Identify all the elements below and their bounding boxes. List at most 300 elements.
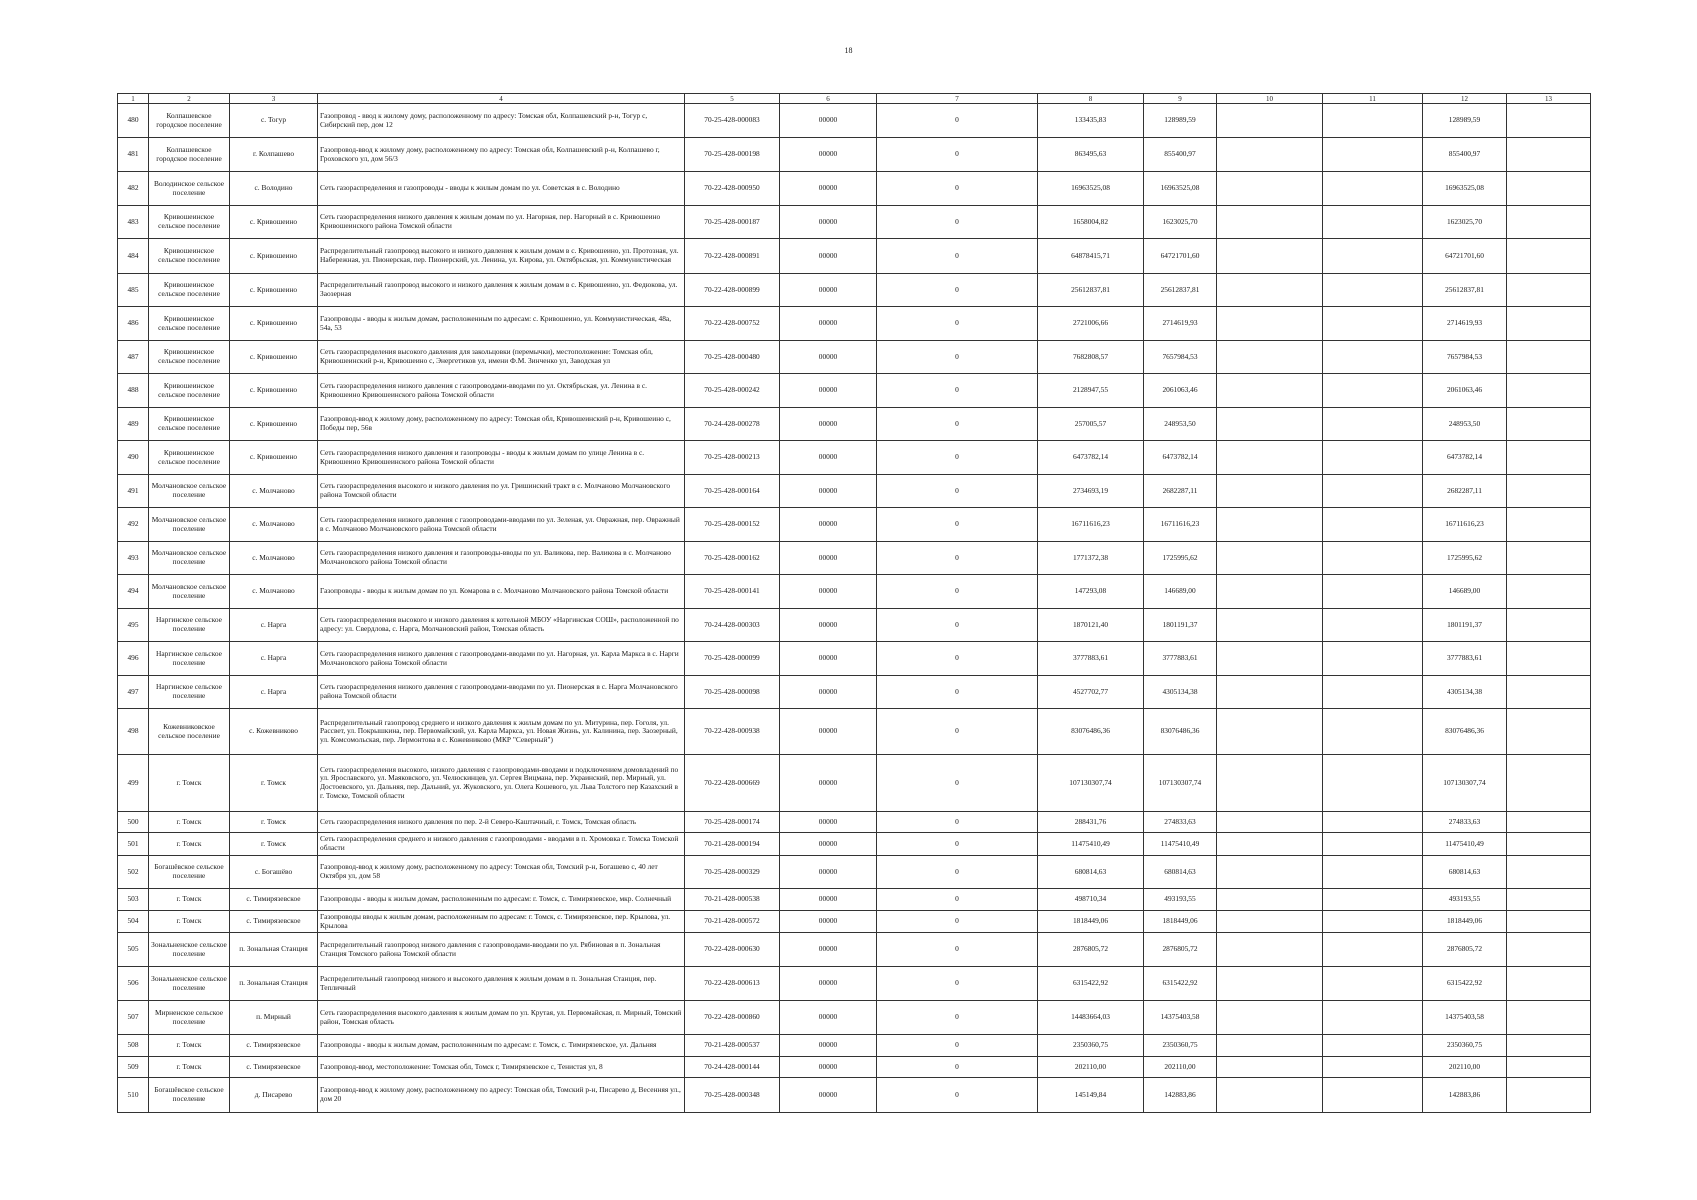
col12-value-cell: 16711616,23 — [1423, 508, 1507, 542]
col13-cell — [1507, 1035, 1591, 1057]
table-row — [118, 933, 1591, 967]
col9-value-cell: 14375403,58 — [1144, 1001, 1217, 1035]
col12-value-cell: 7657984,53 — [1423, 341, 1507, 374]
registry-number-cell: 70-21-428-000194 — [685, 833, 780, 856]
column-number-6: 6 — [780, 94, 877, 104]
code-cell: 00000 — [780, 239, 877, 274]
col8-value-cell: 145149,84 — [1038, 1078, 1144, 1113]
col7-cell: 0 — [877, 676, 1038, 709]
table-row — [118, 408, 1591, 441]
description-cell: Газопроводы вводы к жилым домам, расположенным по адресам: г. Томск, с. Тимирязевское, пер. Крылова, ул. Крылова — [318, 911, 685, 933]
registry-number-cell: 70-22-428-000752 — [685, 307, 780, 341]
locality-cell: д. Писарево — [230, 1078, 318, 1113]
col13-cell — [1507, 508, 1591, 542]
settlement-cell: Наргинское сельское поселение — [149, 676, 230, 709]
column-number-7: 7 — [877, 94, 1038, 104]
registry-number-cell: 70-25-428-000213 — [685, 441, 780, 475]
code-cell: 00000 — [780, 206, 877, 239]
column-number-4: 4 — [318, 94, 685, 104]
table-row — [118, 206, 1591, 239]
description-cell: Сеть газораспределения низкого давления к жилым домам по ул. Нагорная, пер. Нагорный в с. Кривошеино Кривошеинского района Томской области — [318, 206, 685, 239]
locality-cell: с. Тимирязевское — [230, 1035, 318, 1057]
col13-cell — [1507, 676, 1591, 709]
table-row — [118, 889, 1591, 911]
table-row — [118, 642, 1591, 676]
description-cell: Газопровод-ввод к жилому дому, расположенному по адресу: Томская обл, Колпашевский р-н, Колпашево г, Гроховского ул, дом 56/3 — [318, 138, 685, 172]
col11-cell — [1323, 609, 1423, 642]
description-cell: Газопровод - ввод к жилому дому, расположенному по адресу: Томская обл, Колпашевский р-н, Тогур с, Сибирский пер, дом 12 — [318, 104, 685, 138]
description-cell: Сеть газораспределения и газопроводы - вводы к жилым домам по ул. Советская в с. Володино — [318, 172, 685, 206]
col13-cell — [1507, 833, 1591, 856]
table-row — [118, 709, 1591, 755]
col13-cell — [1507, 1057, 1591, 1078]
col13-cell — [1507, 206, 1591, 239]
code-cell: 00000 — [780, 542, 877, 575]
code-cell: 00000 — [780, 933, 877, 967]
col8-value-cell: 288431,76 — [1038, 812, 1144, 833]
table-row — [118, 341, 1591, 374]
col9-value-cell: 2876805,72 — [1144, 933, 1217, 967]
col9-value-cell: 248953,50 — [1144, 408, 1217, 441]
col9-value-cell: 25612837,81 — [1144, 274, 1217, 307]
col11-cell — [1323, 911, 1423, 933]
col11-cell — [1323, 856, 1423, 889]
col11-cell — [1323, 889, 1423, 911]
settlement-cell: Богашёвское сельское поселение — [149, 1078, 230, 1113]
col7-cell: 0 — [877, 475, 1038, 508]
code-cell: 00000 — [780, 1078, 877, 1113]
settlement-cell: Кожевниковское сельское поселение — [149, 709, 230, 755]
code-cell: 00000 — [780, 1035, 877, 1057]
col7-cell: 0 — [877, 408, 1038, 441]
col12-value-cell: 1818449,06 — [1423, 911, 1507, 933]
row-number-cell: 489 — [118, 408, 149, 441]
col11-cell — [1323, 172, 1423, 206]
description-cell: Распределительный газопровод среднего и низкого давления к жилым домам по ул. Митурина, пер. Гоголя, ул. Рассвет, ул. Покрышкина, пер. Первомайский, ул. Карла Маркса, ул. Новая Жизнь, ул. Калинина, пер. Заозерный, ул. Комсомольская, пер. Лермонтова в с. Кожевниково (МКР "Северный") — [318, 709, 685, 755]
code-cell: 00000 — [780, 307, 877, 341]
col8-value-cell: 1818449,06 — [1038, 911, 1144, 933]
registry-number-cell: 70-25-428-000480 — [685, 341, 780, 374]
description-cell: Сеть газораспределения среднего и низкого давления с газопроводами - вводами в п. Хромовка г. Томска Томской области — [318, 833, 685, 856]
col7-cell: 0 — [877, 1035, 1038, 1057]
registry-number-cell: 70-22-428-000630 — [685, 933, 780, 967]
col7-cell: 0 — [877, 274, 1038, 307]
description-cell: Сеть газораспределения высокого, низкого давления с газопроводами-вводами и подключением домовладений по ул. Ярославского, ул. Маяковского, ул. Челюскинцев, ул. Сергея Вицмана, пер. Украинский, пер. Мирный, ул. Достоевского, ул. Дальняя, пер. Дальний, ул. Жуковского, ул. Олега Кошевого, ул. Льва Толстого пер Казахский в г. Томске, Томской области — [318, 755, 685, 812]
locality-cell: с. Тимирязевское — [230, 1057, 318, 1078]
col12-value-cell: 64721701,60 — [1423, 239, 1507, 274]
column-number-2: 2 — [149, 94, 230, 104]
locality-cell: с. Тимирязевское — [230, 889, 318, 911]
col11-cell — [1323, 812, 1423, 833]
registry-number-cell: 70-25-428-000198 — [685, 138, 780, 172]
settlement-cell: Колпашевское городское поселение — [149, 104, 230, 138]
settlement-cell: г. Томск — [149, 812, 230, 833]
column-number-8: 8 — [1038, 94, 1144, 104]
settlement-cell: Молчановское сельское поселение — [149, 542, 230, 575]
col13-cell — [1507, 709, 1591, 755]
registry-number-cell: 70-24-428-000144 — [685, 1057, 780, 1078]
col10-cell — [1217, 676, 1323, 709]
locality-cell: с. Нарга — [230, 609, 318, 642]
col11-cell — [1323, 475, 1423, 508]
locality-cell: г. Томск — [230, 833, 318, 856]
col7-cell: 0 — [877, 307, 1038, 341]
col11-cell — [1323, 1035, 1423, 1057]
registry-number-cell: 70-25-428-000174 — [685, 812, 780, 833]
col11-cell — [1323, 274, 1423, 307]
col9-value-cell: 2350360,75 — [1144, 1035, 1217, 1057]
row-number-cell: 499 — [118, 755, 149, 812]
registry-number-cell: 70-22-428-000613 — [685, 967, 780, 1001]
col10-cell — [1217, 833, 1323, 856]
row-number-cell: 495 — [118, 609, 149, 642]
table-row — [118, 609, 1591, 642]
column-number-11: 11 — [1323, 94, 1423, 104]
col12-value-cell: 2682287,11 — [1423, 475, 1507, 508]
col8-value-cell: 4527702,77 — [1038, 676, 1144, 709]
description-cell: Сеть газораспределения высокого и низкого давления по ул. Гришинский тракт в с. Молчаново Молчановского района Томской области — [318, 475, 685, 508]
code-cell: 00000 — [780, 104, 877, 138]
registry-number-cell: 70-21-428-000572 — [685, 911, 780, 933]
registry-number-cell: 70-21-428-000538 — [685, 889, 780, 911]
code-cell: 00000 — [780, 475, 877, 508]
col8-value-cell: 64878415,71 — [1038, 239, 1144, 274]
col13-cell — [1507, 911, 1591, 933]
col13-cell — [1507, 889, 1591, 911]
code-cell: 00000 — [780, 676, 877, 709]
row-number-cell: 481 — [118, 138, 149, 172]
locality-cell: с. Кривошеино — [230, 341, 318, 374]
col11-cell — [1323, 642, 1423, 676]
col11-cell — [1323, 374, 1423, 408]
column-number-10: 10 — [1217, 94, 1323, 104]
locality-cell: с. Кожевниково — [230, 709, 318, 755]
col9-value-cell: 493193,55 — [1144, 889, 1217, 911]
registry-number-cell: 70-24-428-000303 — [685, 609, 780, 642]
row-number-cell: 501 — [118, 833, 149, 856]
col12-value-cell: 83076486,36 — [1423, 709, 1507, 755]
col10-cell — [1217, 508, 1323, 542]
table-row — [118, 307, 1591, 341]
col10-cell — [1217, 1078, 1323, 1113]
col13-cell — [1507, 542, 1591, 575]
description-cell: Газопровод-ввод, местоположение: Томская обл, Томск г, Тимирязевское с, Тенистая ул, 8 — [318, 1057, 685, 1078]
col12-value-cell: 1725995,62 — [1423, 542, 1507, 575]
code-cell: 00000 — [780, 709, 877, 755]
code-cell: 00000 — [780, 967, 877, 1001]
description-cell: Газопроводы - вводы к жилым домам, расположенным по адресам: г. Томск, с. Тимирязевское, мкр. Солнечный — [318, 889, 685, 911]
col10-cell — [1217, 542, 1323, 575]
col7-cell: 0 — [877, 709, 1038, 755]
code-cell: 00000 — [780, 341, 877, 374]
col10-cell — [1217, 856, 1323, 889]
column-number-1: 1 — [118, 94, 149, 104]
column-number-13: 13 — [1507, 94, 1591, 104]
description-cell: Газопровод-ввод к жилому дому, расположенному по адресу: Томская обл, Томский р-н, Богашево с, 40 лет Октября ул, дом 58 — [318, 856, 685, 889]
row-number-cell: 485 — [118, 274, 149, 307]
code-cell: 00000 — [780, 575, 877, 609]
locality-cell: п. Зональная Станция — [230, 967, 318, 1001]
locality-cell: с. Богашёво — [230, 856, 318, 889]
col13-cell — [1507, 856, 1591, 889]
row-number-cell: 483 — [118, 206, 149, 239]
col11-cell — [1323, 933, 1423, 967]
locality-cell: г. Колпашево — [230, 138, 318, 172]
settlement-cell: Кривошеинское сельское поселение — [149, 408, 230, 441]
description-cell: Распределительный газопровод высокого и низкого давления к жилым домам в с. Кривошеино, ул. Федюкова, ул. Заозерная — [318, 274, 685, 307]
col12-value-cell: 1801191,37 — [1423, 609, 1507, 642]
col8-value-cell: 680814,63 — [1038, 856, 1144, 889]
col13-cell — [1507, 408, 1591, 441]
locality-cell: с. Нарга — [230, 676, 318, 709]
registry-number-cell: 70-25-428-000083 — [685, 104, 780, 138]
col13-cell — [1507, 374, 1591, 408]
col9-value-cell: 11475410,49 — [1144, 833, 1217, 856]
col10-cell — [1217, 709, 1323, 755]
registry-number-cell: 70-25-428-000164 — [685, 475, 780, 508]
col13-cell — [1507, 812, 1591, 833]
col13-cell — [1507, 575, 1591, 609]
col12-value-cell: 107130307,74 — [1423, 755, 1507, 812]
col12-value-cell: 142883,86 — [1423, 1078, 1507, 1113]
settlement-cell: Мирненское сельское поселение — [149, 1001, 230, 1035]
settlement-cell: г. Томск — [149, 755, 230, 812]
col9-value-cell: 83076486,36 — [1144, 709, 1217, 755]
col7-cell: 0 — [877, 508, 1038, 542]
description-cell: Газопровод-ввод к жилому дому, расположенному по адресу: Томская обл, Томский р-н, Писарево д, Весенняя ул., дом 20 — [318, 1078, 685, 1113]
settlement-cell: Кривошеинское сельское поселение — [149, 441, 230, 475]
col13-cell — [1507, 341, 1591, 374]
settlement-cell: Кривошеинское сельское поселение — [149, 374, 230, 408]
col9-value-cell: 6315422,92 — [1144, 967, 1217, 1001]
table-row — [118, 833, 1591, 856]
column-number-9: 9 — [1144, 94, 1217, 104]
code-cell: 00000 — [780, 508, 877, 542]
row-number-cell: 508 — [118, 1035, 149, 1057]
code-cell: 00000 — [780, 172, 877, 206]
registry-number-cell: 70-25-428-000348 — [685, 1078, 780, 1113]
description-cell: Сеть газораспределения низкого давления с газопроводами-вводами по ул. Нагорная, ул. Карла Маркса в с. Нарги Молчановского района Томской области — [318, 642, 685, 676]
col11-cell — [1323, 239, 1423, 274]
description-cell: Распределительный газопровод высокого и низкого давления к жилым домам в с. Кривошеино, ул. Протозная, ул. Набережная, ул. Пионерская, пер. Пионерский, ул. Ленина, ул. Кирова, ул. Октябрьская, ул. Коммунистическая — [318, 239, 685, 274]
settlement-cell: Молчановское сельское поселение — [149, 508, 230, 542]
col8-value-cell: 107130307,74 — [1038, 755, 1144, 812]
col13-cell — [1507, 441, 1591, 475]
row-number-cell: 486 — [118, 307, 149, 341]
col13-cell — [1507, 138, 1591, 172]
table-row — [118, 239, 1591, 274]
description-cell: Сеть газораспределения низкого давления и газопроводы - вводы к жилым домам по улице Ленина в с. Кривошеино Кривошеинского района Томской области — [318, 441, 685, 475]
registry-number-cell: 70-25-428-000242 — [685, 374, 780, 408]
row-number-cell: 504 — [118, 911, 149, 933]
col7-cell: 0 — [877, 642, 1038, 676]
col9-value-cell: 6473782,14 — [1144, 441, 1217, 475]
settlement-cell: Кривошеинское сельское поселение — [149, 341, 230, 374]
column-number-5: 5 — [685, 94, 780, 104]
col9-value-cell: 274833,63 — [1144, 812, 1217, 833]
row-number-cell: 510 — [118, 1078, 149, 1113]
code-cell: 00000 — [780, 374, 877, 408]
col7-cell: 0 — [877, 812, 1038, 833]
table-row — [118, 374, 1591, 408]
code-cell: 00000 — [780, 889, 877, 911]
col9-value-cell: 855400,97 — [1144, 138, 1217, 172]
table-row — [118, 104, 1591, 138]
code-cell: 00000 — [780, 274, 877, 307]
locality-cell: с. Тимирязевское — [230, 911, 318, 933]
col11-cell — [1323, 104, 1423, 138]
registry-number-cell: 70-22-428-000938 — [685, 709, 780, 755]
description-cell: Сеть газораспределения высокого и низкого давления к котельной МБОУ «Наргинская СОШ», расположенной по адресу: ул. Свердлова, с. Нарга, Молчановский район, Томская область — [318, 609, 685, 642]
col9-value-cell: 107130307,74 — [1144, 755, 1217, 812]
registry-number-cell: 70-25-428-000329 — [685, 856, 780, 889]
description-cell: Сеть газораспределения низкого давления с газопроводами-вводами по ул. Пионерская в с. Нарга Молчановского района Томской области — [318, 676, 685, 709]
col10-cell — [1217, 933, 1323, 967]
description-cell: Распределительный газопровод низкого давления с газопроводами-вводами по ул. Рябиновая в п. Зональная Станция Томского района Томской области — [318, 933, 685, 967]
col8-value-cell: 14483664,03 — [1038, 1001, 1144, 1035]
registry-number-cell: 70-25-428-000099 — [685, 642, 780, 676]
col8-value-cell: 257005,57 — [1038, 408, 1144, 441]
col7-cell: 0 — [877, 889, 1038, 911]
table-row — [118, 274, 1591, 307]
settlement-cell: Колпашевское городское поселение — [149, 138, 230, 172]
locality-cell: с. Молчаново — [230, 575, 318, 609]
col9-value-cell: 146689,00 — [1144, 575, 1217, 609]
settlement-cell: Кривошеинское сельское поселение — [149, 274, 230, 307]
table-row — [118, 575, 1591, 609]
row-number-cell: 488 — [118, 374, 149, 408]
row-number-cell: 491 — [118, 475, 149, 508]
locality-cell: г. Томск — [230, 812, 318, 833]
col9-value-cell: 1725995,62 — [1144, 542, 1217, 575]
col7-cell: 0 — [877, 833, 1038, 856]
settlement-cell: Молчановское сельское поселение — [149, 575, 230, 609]
code-cell: 00000 — [780, 755, 877, 812]
col12-value-cell: 11475410,49 — [1423, 833, 1507, 856]
locality-cell: с. Молчаново — [230, 542, 318, 575]
registry-number-cell: 70-22-428-000891 — [685, 239, 780, 274]
col12-value-cell: 6315422,92 — [1423, 967, 1507, 1001]
settlement-cell: Володинское сельское поселение — [149, 172, 230, 206]
col13-cell — [1507, 239, 1591, 274]
row-number-cell: 484 — [118, 239, 149, 274]
col11-cell — [1323, 755, 1423, 812]
row-number-cell: 502 — [118, 856, 149, 889]
col8-value-cell: 11475410,49 — [1038, 833, 1144, 856]
col10-cell — [1217, 104, 1323, 138]
row-number-cell: 498 — [118, 709, 149, 755]
table-row — [118, 508, 1591, 542]
code-cell: 00000 — [780, 138, 877, 172]
row-number-cell: 509 — [118, 1057, 149, 1078]
col11-cell — [1323, 575, 1423, 609]
row-number-cell: 496 — [118, 642, 149, 676]
settlement-cell: Зональненское сельское поселение — [149, 933, 230, 967]
col8-value-cell: 2350360,75 — [1038, 1035, 1144, 1057]
col10-cell — [1217, 1035, 1323, 1057]
description-cell: Сеть газораспределения высокого давления для закольцовки (перемычки), местоположение: Томская обл, Кривошеинский р-н, Кривошеино с, Энергетиков ул, имени Ф.М. Зинченко ул, Заводская ул — [318, 341, 685, 374]
col8-value-cell: 133435,83 — [1038, 104, 1144, 138]
col12-value-cell: 493193,55 — [1423, 889, 1507, 911]
col13-cell — [1507, 933, 1591, 967]
col9-value-cell: 128989,59 — [1144, 104, 1217, 138]
col13-cell — [1507, 642, 1591, 676]
description-cell: Сеть газораспределения низкого давления по пер. 2-й Северо-Каштачный, г. Томск, Томская область — [318, 812, 685, 833]
col13-cell — [1507, 104, 1591, 138]
table-row — [118, 1035, 1591, 1057]
col10-cell — [1217, 967, 1323, 1001]
locality-cell: с. Нарга — [230, 642, 318, 676]
description-cell: Газопроводы - вводы к жилым домам по ул. Комарова в с. Молчаново Молчановского района Томской области — [318, 575, 685, 609]
col9-value-cell: 1818449,06 — [1144, 911, 1217, 933]
col9-value-cell: 2714619,93 — [1144, 307, 1217, 341]
table-row — [118, 138, 1591, 172]
row-number-cell: 487 — [118, 341, 149, 374]
col10-cell — [1217, 206, 1323, 239]
col9-value-cell: 3777883,61 — [1144, 642, 1217, 676]
col10-cell — [1217, 307, 1323, 341]
col12-value-cell: 6473782,14 — [1423, 441, 1507, 475]
col10-cell — [1217, 475, 1323, 508]
settlement-cell: Наргинское сельское поселение — [149, 642, 230, 676]
col12-value-cell: 202110,00 — [1423, 1057, 1507, 1078]
col8-value-cell: 83076486,36 — [1038, 709, 1144, 755]
col12-value-cell: 248953,50 — [1423, 408, 1507, 441]
col10-cell — [1217, 609, 1323, 642]
col7-cell: 0 — [877, 933, 1038, 967]
col12-value-cell: 14375403,58 — [1423, 1001, 1507, 1035]
col11-cell — [1323, 408, 1423, 441]
locality-cell: с. Молчаново — [230, 475, 318, 508]
col7-cell: 0 — [877, 441, 1038, 475]
col8-value-cell: 7682808,57 — [1038, 341, 1144, 374]
registry-number-cell: 70-25-428-000152 — [685, 508, 780, 542]
table-row — [118, 856, 1591, 889]
col9-value-cell: 2061063,46 — [1144, 374, 1217, 408]
locality-cell: г. Томск — [230, 755, 318, 812]
col9-value-cell: 4305134,38 — [1144, 676, 1217, 709]
col8-value-cell: 3777883,61 — [1038, 642, 1144, 676]
row-number-cell: 503 — [118, 889, 149, 911]
code-cell: 00000 — [780, 833, 877, 856]
row-number-cell: 490 — [118, 441, 149, 475]
settlement-cell: г. Томск — [149, 889, 230, 911]
col10-cell — [1217, 911, 1323, 933]
table-row — [118, 441, 1591, 475]
col11-cell — [1323, 676, 1423, 709]
col10-cell — [1217, 138, 1323, 172]
col12-value-cell: 16963525,08 — [1423, 172, 1507, 206]
col8-value-cell: 2876805,72 — [1038, 933, 1144, 967]
col10-cell — [1217, 408, 1323, 441]
locality-cell: с. Володино — [230, 172, 318, 206]
col9-value-cell: 142883,86 — [1144, 1078, 1217, 1113]
row-number-cell: 493 — [118, 542, 149, 575]
registry-number-cell: 70-22-428-000669 — [685, 755, 780, 812]
column-number-row — [118, 94, 1591, 104]
table-row — [118, 172, 1591, 206]
col8-value-cell: 16963525,08 — [1038, 172, 1144, 206]
table-row — [118, 1001, 1591, 1035]
col13-cell — [1507, 274, 1591, 307]
col8-value-cell: 2721006,66 — [1038, 307, 1144, 341]
col11-cell — [1323, 1057, 1423, 1078]
description-cell: Сеть газораспределения низкого давления с газопроводами-вводами по ул. Октябрьская, ул. Ленина в с. Кривошеино Кривошеинского района Томской области — [318, 374, 685, 408]
description-cell: Сеть газораспределения низкого давления и газопроводы-вводы по ул. Валикова, пер. Валикова в с. Молчаново Молчановского района Томской области — [318, 542, 685, 575]
col13-cell — [1507, 1078, 1591, 1113]
row-number-cell: 507 — [118, 1001, 149, 1035]
col8-value-cell: 863495,63 — [1038, 138, 1144, 172]
